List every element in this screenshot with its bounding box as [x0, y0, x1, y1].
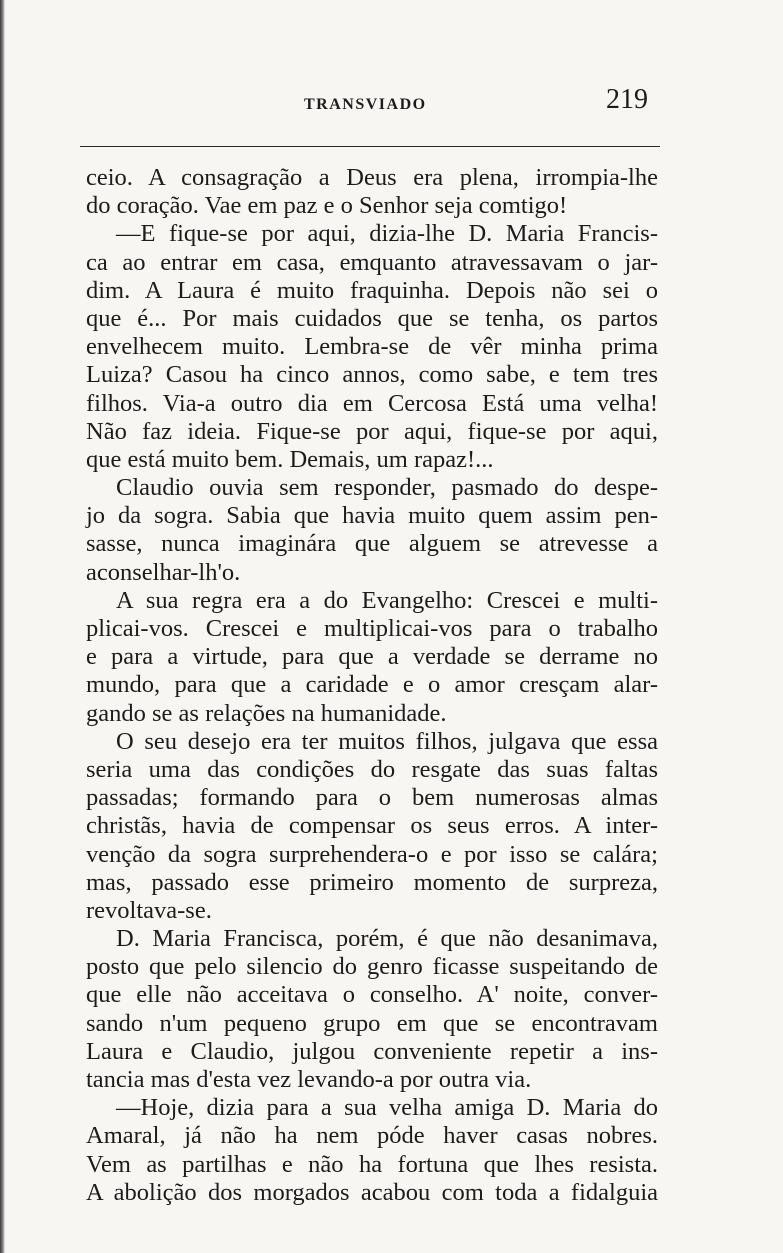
text-line: D. Maria Francisca, porém, é que não desanimava,	[116, 925, 658, 953]
text-line: Vem as partilhas e não ha fortuna que lhes resista.	[86, 1150, 658, 1178]
header-rule	[80, 146, 660, 147]
text-line: que é... Por mais cuidados que se tenha, os partos	[86, 304, 658, 332]
text-line: tancia mas d'esta vez levando-a por outra via.	[86, 1066, 532, 1093]
text-line: Laura e Claudio, julgou conveniente repetir a ins-	[86, 1037, 658, 1065]
text-line: jo da sogra. Sabia que havia muito quem assim pen-	[86, 502, 658, 530]
text-line: plicai-vos. Crescei e multiplicai-vos para o trabalho	[86, 615, 658, 642]
running-title: TRANSVIADO	[304, 96, 427, 113]
text-line: sando n'um pequeno grupo em que se encontravam	[86, 1009, 658, 1037]
text-line: mundo, para que a caridade e o amor cresçam alar-	[86, 671, 658, 699]
page-number: 219	[606, 84, 648, 115]
text-line: ceio. A consagração a Deus era plena, irrompia-lhe	[86, 164, 658, 191]
text-line: A sua regra era a do Evangelho: Crescei e multi-	[116, 586, 658, 614]
page-header	[88, 84, 656, 124]
text-line: Não faz ideia. Fique-se por aqui, fique-se por aqui,	[86, 417, 658, 445]
text-line: filhos. Via-a outro dia em Cercosa Está uma velha!	[86, 389, 658, 417]
text-line: mas, passado esse primeiro momento de surpreza,	[86, 868, 658, 896]
text-line: seria uma das condições do resgate das suas faltas	[86, 755, 658, 783]
text-line: do coração. Vae em paz e o Senhor seja comtigo!	[86, 192, 568, 220]
text-line: sasse, nunca imaginára que alguem se atrevesse a	[86, 530, 658, 558]
page-edge-shadow	[0, 0, 5, 1253]
text-line: Claudio ouvia sem responder, pasmado do despe-	[116, 474, 658, 502]
text-line: Amaral, já não ha nem póde haver casas nobres.	[86, 1122, 658, 1150]
text-line: dim. A Laura é muito fraquinha. Depois não sei o	[86, 276, 658, 304]
text-line: que elle não acceitava o conselho. A' noite, conver-	[86, 981, 658, 1009]
text-line: venção da sogra surprehendera-o e por isso se calára;	[86, 840, 658, 868]
text-line: ca ao entrar em casa, emquanto atravessavam o jar-	[86, 248, 658, 276]
text-line: gando se as relações na humanidade.	[86, 699, 447, 727]
text-line: A abolição dos morgados acabou com toda a fidalguia	[86, 1178, 658, 1206]
text-line: —E fique-se por aqui, dizia-lhe D. Maria Francis-	[116, 220, 658, 248]
body-text	[86, 164, 658, 1207]
text-line: christãs, havia de compensar os seus erros. A inter-	[86, 812, 658, 840]
text-line: envelhecem muito. Lembra-se de vêr minha prima	[86, 333, 658, 361]
text-line: O seu desejo era ter muitos filhos, julgava que essa	[116, 727, 658, 755]
text-line: que está muito bem. Demais, um rapaz!...	[86, 445, 494, 473]
text-line: posto que pelo silencio do genro ficasse suspeitando de	[86, 953, 658, 981]
text-line: Luiza? Casou ha cinco annos, como sabe, e tem tres	[86, 361, 658, 389]
text-line: passadas; formando para o bem numerosas almas	[86, 784, 658, 812]
text-line: revoltava-se.	[86, 896, 212, 924]
text-line: e para a virtude, para que a verdade se derrame no	[86, 643, 658, 671]
text-line: —Hoje, dizia para a sua velha amiga D. Maria do	[116, 1094, 658, 1122]
text-line: aconselhar-lh'o.	[86, 558, 241, 586]
